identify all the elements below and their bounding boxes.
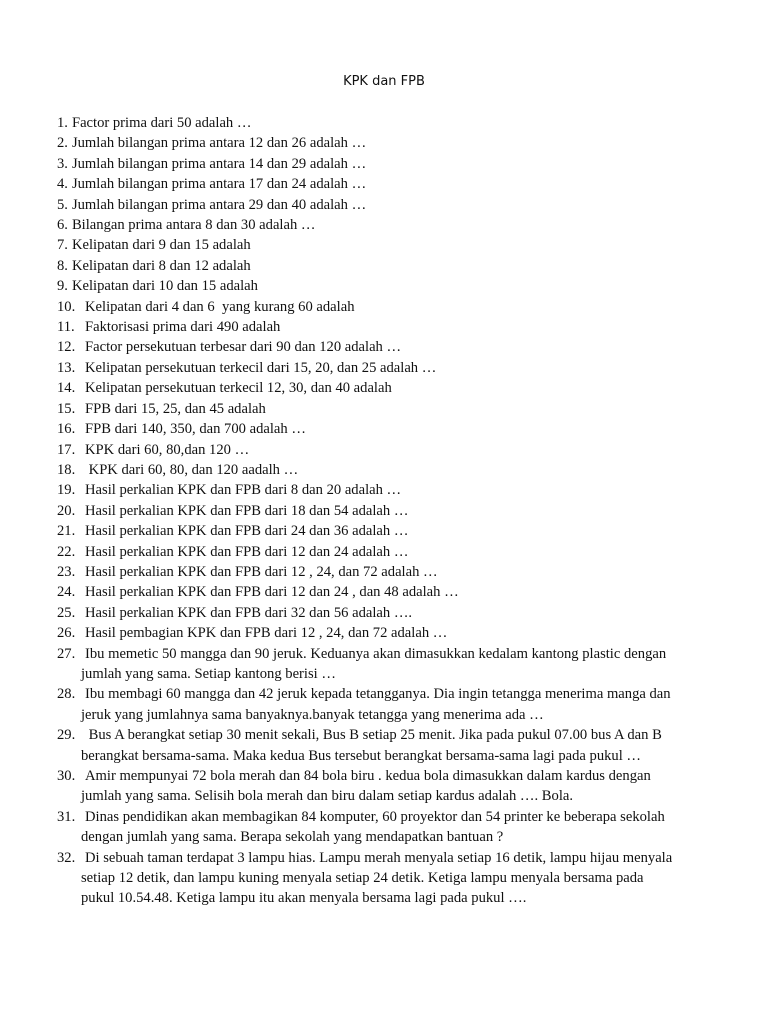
question-item <box>57 317 717 337</box>
question-text: Factor prima dari 50 adalah … <box>71 115 252 131</box>
question-text: Bilangan prima antara 8 dan 30 adalah … <box>71 217 316 234</box>
question-item <box>57 154 717 174</box>
question-item <box>57 235 717 255</box>
question-number: 5. <box>57 196 68 213</box>
question-item <box>57 644 717 664</box>
question-item <box>57 501 717 521</box>
question-item <box>57 542 717 562</box>
question-text: Kelipatan dari 9 dan 15 adalah <box>71 237 251 254</box>
question-text: KPK dari 60, 80,dan 120 … <box>85 441 250 458</box>
question-number: 7. <box>57 237 68 254</box>
question-text: Bus A berangkat setiap 30 menit sekali, Bus B setiap 25 menit. Jika pada pukul 07.00 bus A dan B <box>85 727 662 744</box>
question-number: 3. <box>57 155 68 172</box>
question-text: Ibu membagi 60 mangga dan 42 jeruk kepada tetangganya. Dia ingin tetangga menerima manga dan <box>85 686 671 703</box>
question-number: 1. <box>57 115 68 131</box>
question-item <box>57 582 717 602</box>
question-text-continuation: jeruk yang jumlahnya sama banyaknya.banyak tetangga yang menerima ada … <box>81 706 544 723</box>
question-text: Amir mempunyai 72 bola merah dan 84 bola biru . kedua bola dimasukkan dalam kardus dengan <box>85 768 651 784</box>
question-text: Hasil pembagian KPK dan FPB dari 12 , 24, dan 72 adalah … <box>85 625 448 642</box>
question-item <box>57 725 717 745</box>
question-number: 13. <box>57 359 76 376</box>
question-text: Dinas pendidikan akan membagikan 84 komputer, 60 proyektor dan 54 printer ke beberapa sekolah <box>85 808 665 825</box>
question-text: Faktorisasi prima dari 490 adalah <box>85 319 281 336</box>
question-number: 29. <box>57 727 76 744</box>
question-item <box>57 337 717 357</box>
question-number: 24. <box>57 584 76 601</box>
question-text: Kelipatan persekutuan terkecil 12, 30, dan 40 adalah <box>85 380 392 397</box>
question-item <box>57 358 717 378</box>
question-text: Kelipatan dari 4 dan 6 yang kurang 60 adalah <box>85 298 355 315</box>
question-text: Jumlah bilangan prima antara 12 dan 26 adalah … <box>71 135 367 152</box>
question-text: FPB dari 140, 350, dan 700 adalah … <box>85 421 306 438</box>
question-item <box>57 174 717 194</box>
question-text: Hasil perkalian KPK dan FPB dari 12 dan 24 adalah … <box>85 543 409 560</box>
question-text: Factor persekutuan terbesar dari 90 dan 120 adalah … <box>85 339 402 356</box>
question-number: 19. <box>57 482 76 499</box>
question-item <box>57 460 717 480</box>
question-item <box>57 603 717 623</box>
question-text: Hasil perkalian KPK dan FPB dari 12 dan 24 , dan 48 adalah … <box>85 584 459 601</box>
question-item <box>57 419 717 439</box>
question-number: 22. <box>57 543 76 560</box>
question-number: 16. <box>57 421 76 438</box>
question-number: 32. <box>57 849 76 866</box>
question-text-continuation: jumlah yang sama. Setiap kantong berisi … <box>81 665 336 682</box>
question-item <box>57 276 717 296</box>
question-number: 9. <box>57 278 68 295</box>
question-text: Kelipatan dari 8 dan 12 adalah <box>71 257 251 274</box>
question-number: 10. <box>57 298 76 315</box>
question-number: 31. <box>57 808 76 825</box>
question-text: Jumlah bilangan prima antara 14 dan 29 adalah … <box>71 155 367 172</box>
question-text: Ibu memetic 50 mangga dan 90 jeruk. Keduanya akan dimasukkan kedalam kantong plastic dengan <box>85 645 667 662</box>
question-number: 14. <box>57 380 76 397</box>
question-number: 28. <box>57 686 76 703</box>
question-text: Kelipatan dari 10 dan 15 adalah <box>71 278 258 295</box>
question-text: Jumlah bilangan prima antara 17 dan 24 adalah … <box>71 176 367 193</box>
question-number: 15. <box>57 400 76 417</box>
question-item <box>57 623 717 643</box>
question-item <box>57 297 717 317</box>
question-item <box>57 848 717 868</box>
question-item <box>57 133 717 153</box>
question-item <box>57 562 717 582</box>
question-number: 12. <box>57 339 76 356</box>
question-text: FPB dari 15, 25, dan 45 adalah <box>85 400 266 417</box>
question-number: 27. <box>57 645 76 662</box>
question-item <box>57 521 717 541</box>
question-list <box>57 113 717 909</box>
question-text-continuation: pukul 10.54.48. Ketiga lampu itu akan menyala bersama lagi pada pukul …. <box>81 890 527 907</box>
question-number: 26. <box>57 625 76 642</box>
question-item <box>57 113 717 133</box>
question-text-continuation: setiap 12 detik, dan lampu kuning menyala setiap 24 detik. Ketiga lampu menyala bersama pada <box>81 870 644 887</box>
question-text-continuation: jumlah yang sama. Selisih bola merah dan biru dalam setiap kardus adalah …. Bola. <box>81 788 574 805</box>
question-item <box>57 195 717 215</box>
question-text-continuation: dengan jumlah yang sama. Berapa sekolah yang mendapatkan bantuan ? <box>81 829 504 846</box>
question-item <box>57 807 717 827</box>
question-text: Hasil perkalian KPK dan FPB dari 32 dan 56 adalah …. <box>85 604 413 621</box>
question-item <box>57 399 717 419</box>
question-item <box>57 766 717 786</box>
question-number: 17. <box>57 441 76 458</box>
question-number: 8. <box>57 257 68 274</box>
question-text: Hasil perkalian KPK dan FPB dari 8 dan 20 adalah … <box>85 482 402 499</box>
question-number: 2. <box>57 135 68 152</box>
question-number: 18. <box>57 461 76 478</box>
question-number: 30. <box>57 768 76 784</box>
question-item <box>57 378 717 398</box>
question-number: 25. <box>57 604 76 621</box>
question-number: 4. <box>57 176 68 193</box>
question-item <box>57 480 717 500</box>
question-number: 11. <box>57 319 75 336</box>
question-text-continuation: berangkat bersama-sama. Maka kedua Bus tersebut berangkat bersama-sama lagi pada pukul … <box>81 747 642 764</box>
question-text: Hasil perkalian KPK dan FPB dari 18 dan 54 adalah … <box>85 502 409 519</box>
question-item <box>57 440 717 460</box>
question-text: Kelipatan persekutuan terkecil dari 15, 20, dan 25 adalah … <box>85 359 437 376</box>
question-text: KPK dari 60, 80, dan 120 aadalh … <box>85 461 299 478</box>
question-item <box>57 256 717 276</box>
question-item <box>57 215 717 235</box>
question-item <box>57 684 717 704</box>
question-number: 6. <box>57 217 68 234</box>
question-number: 23. <box>57 563 76 580</box>
question-text: Hasil perkalian KPK dan FPB dari 24 dan 36 adalah … <box>85 523 409 540</box>
question-number: 21. <box>57 523 76 540</box>
question-text: Di sebuah taman terdapat 3 lampu hias. Lampu merah menyala setiap 16 detik, lampu hijau menyala <box>85 849 673 866</box>
question-number: 20. <box>57 502 76 519</box>
question-text: Jumlah bilangan prima antara 29 dan 40 adalah … <box>71 196 367 213</box>
question-text: Hasil perkalian KPK dan FPB dari 12 , 24, dan 72 adalah … <box>85 563 438 580</box>
page-title: KPK dan FPB <box>343 74 425 89</box>
